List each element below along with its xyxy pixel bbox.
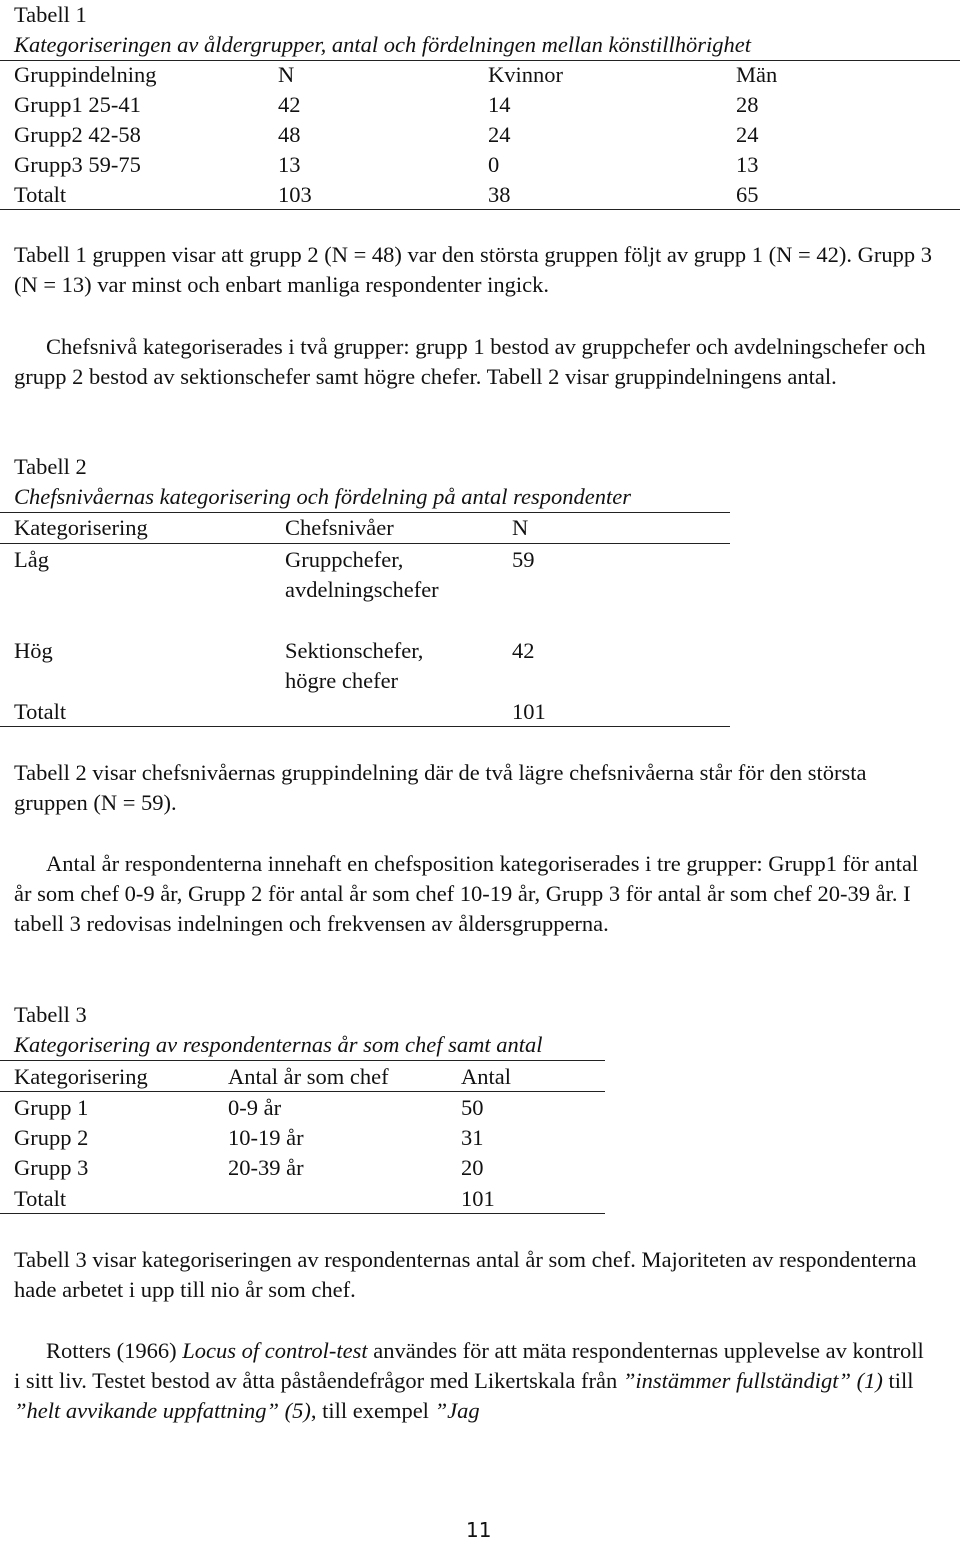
table3-cell: 0-9 år <box>228 1095 282 1120</box>
paragraph-3: Tabell 2 visar chefsnivåernas gruppindelning där de två lägre chefsnivåerna står för den största gruppen (N = 59). <box>14 760 867 815</box>
table3-top-rule <box>0 1060 605 1061</box>
table1-cell: Grupp3 59-75 <box>14 152 141 177</box>
paragraph-6-scale-high: ”helt avvikande uppfattning” (5) <box>14 1398 311 1423</box>
table1-bottom-rule <box>0 209 960 210</box>
table3-cell: 50 <box>461 1095 484 1120</box>
table3-cell: 101 <box>461 1186 495 1211</box>
table3-header-count: Antal <box>461 1064 511 1089</box>
table2-cell: 42 <box>512 638 535 663</box>
table1-header-men: Män <box>736 62 778 87</box>
table3-cell: Grupp 3 <box>14 1155 89 1180</box>
paragraph-6-test-name: Locus of control-test <box>182 1338 368 1363</box>
table1-header-n: N <box>278 62 295 87</box>
table2-cell: 59 <box>512 547 535 572</box>
table1-cell: 65 <box>736 182 759 207</box>
table1-cell: 0 <box>488 152 500 177</box>
table2-cell: Totalt <box>14 699 67 724</box>
table3-cell: Grupp 2 <box>14 1125 89 1150</box>
paragraph-4: Antal år respondenterna innehaft en chefsposition kategoriserades i tre grupper: Grupp1 för antal år som chef 0-9 år, Grupp 2 för antal år som chef 10-19 år, Grupp 3 för antal år som chef 20-39 år. I tabell 3 redovisas indelningen och frekvensen av åldersgrupperna. <box>14 851 919 936</box>
table1-caption: Kategoriseringen av åldergrupper, antal och fördelningen mellan könstillhörighet <box>14 32 752 57</box>
table1-cell: 38 <box>488 182 511 207</box>
paragraph-6-scale-low: ”instämmer fullständigt” (1) <box>622 1368 883 1393</box>
table3-bottom-rule <box>0 1213 605 1214</box>
table1-cell: 48 <box>278 122 301 147</box>
paragraph-6-text: Rotters (1966) <box>46 1338 183 1363</box>
table3-cell: 31 <box>461 1125 484 1150</box>
table1-cell: 24 <box>488 122 511 147</box>
paragraph-1: Tabell 1 gruppen visar att grupp 2 (N = 48) var den största gruppen följt av grupp 1 (N = 42). Grupp 3 (N = 13) var minst och enbart manliga respondenter ingick. <box>14 242 932 297</box>
table1-cell: 13 <box>736 152 759 177</box>
table1-cell: 103 <box>278 182 312 207</box>
paragraph-6-example: ”Jag <box>434 1398 480 1423</box>
table2-label: Tabell 2 <box>14 454 87 479</box>
table3-cell: 20-39 år <box>228 1155 304 1180</box>
table1-cell: 13 <box>278 152 301 177</box>
table3-header-rule <box>0 1091 605 1092</box>
table1-label: Tabell 1 <box>14 2 87 27</box>
table2-cell: Hög <box>14 638 53 663</box>
table2-cell: avdelningschefer <box>285 577 439 602</box>
table2-header-levels: Chefsnivåer <box>285 515 394 540</box>
table1-header-women: Kvinnor <box>488 62 563 87</box>
table1-cell: 42 <box>278 92 301 117</box>
table3-caption: Kategorisering av respondenternas år som chef samt antal <box>14 1032 543 1057</box>
table2-header-n: N <box>512 515 529 540</box>
table3-cell: 20 <box>461 1155 484 1180</box>
table2-cell: Gruppchefer, <box>285 547 404 572</box>
table2-caption: Chefsnivåernas kategorisering och fördelning på antal respondenter <box>14 484 632 509</box>
table3-header-years: Antal år som chef <box>228 1064 389 1089</box>
paragraph-6-text: till <box>882 1368 914 1393</box>
paragraph-2: Chefsnivå kategoriserades i två grupper: grupp 1 bestod av gruppchefer och avdelningschefer och grupp 2 bestod av sektionschefer samt högre chefer. Tabell 2 visar gruppindelningens antal. <box>14 334 926 389</box>
table2-cell: Låg <box>14 547 49 572</box>
table3-cell: Totalt <box>14 1186 67 1211</box>
table2-cell: 101 <box>512 699 546 724</box>
table1-cell: 28 <box>736 92 759 117</box>
table1-cell: Grupp2 42-58 <box>14 122 141 147</box>
table3-label: Tabell 3 <box>14 1002 87 1027</box>
table3-header-category: Kategorisering <box>14 1064 148 1089</box>
paragraph-6-text: , till exempel <box>310 1398 435 1423</box>
table2-cell: Sektionschefer, <box>285 638 424 663</box>
table1-cell: 24 <box>736 122 759 147</box>
paragraph-6-text: användes för att mäta respondenternas upplevelse av kontroll i sitt liv. Testet bestod av åtta påståendefrågor med Likertskala från <box>14 1338 924 1393</box>
table2-header-category: Kategorisering <box>14 515 148 540</box>
table3-cell: Grupp 1 <box>14 1095 89 1120</box>
paragraph-6 <box>14 1336 934 1426</box>
table1-header-group: Gruppindelning <box>14 62 157 87</box>
table1-cell: 14 <box>488 92 511 117</box>
paragraph-5: Tabell 3 visar kategoriseringen av respondenternas antal år som chef. Majoriteten av respondenterna hade arbetet i upp till nio år som chef. <box>14 1247 917 1302</box>
page-number: 11 <box>466 1518 492 1542</box>
table1-cell: Grupp1 25-41 <box>14 92 141 117</box>
table3-cell: 10-19 år <box>228 1125 304 1150</box>
table2-bottom-rule <box>0 726 730 727</box>
table2-cell: högre chefer <box>285 668 399 693</box>
table2-header-rule <box>0 543 730 544</box>
table1-cell: Totalt <box>14 182 67 207</box>
